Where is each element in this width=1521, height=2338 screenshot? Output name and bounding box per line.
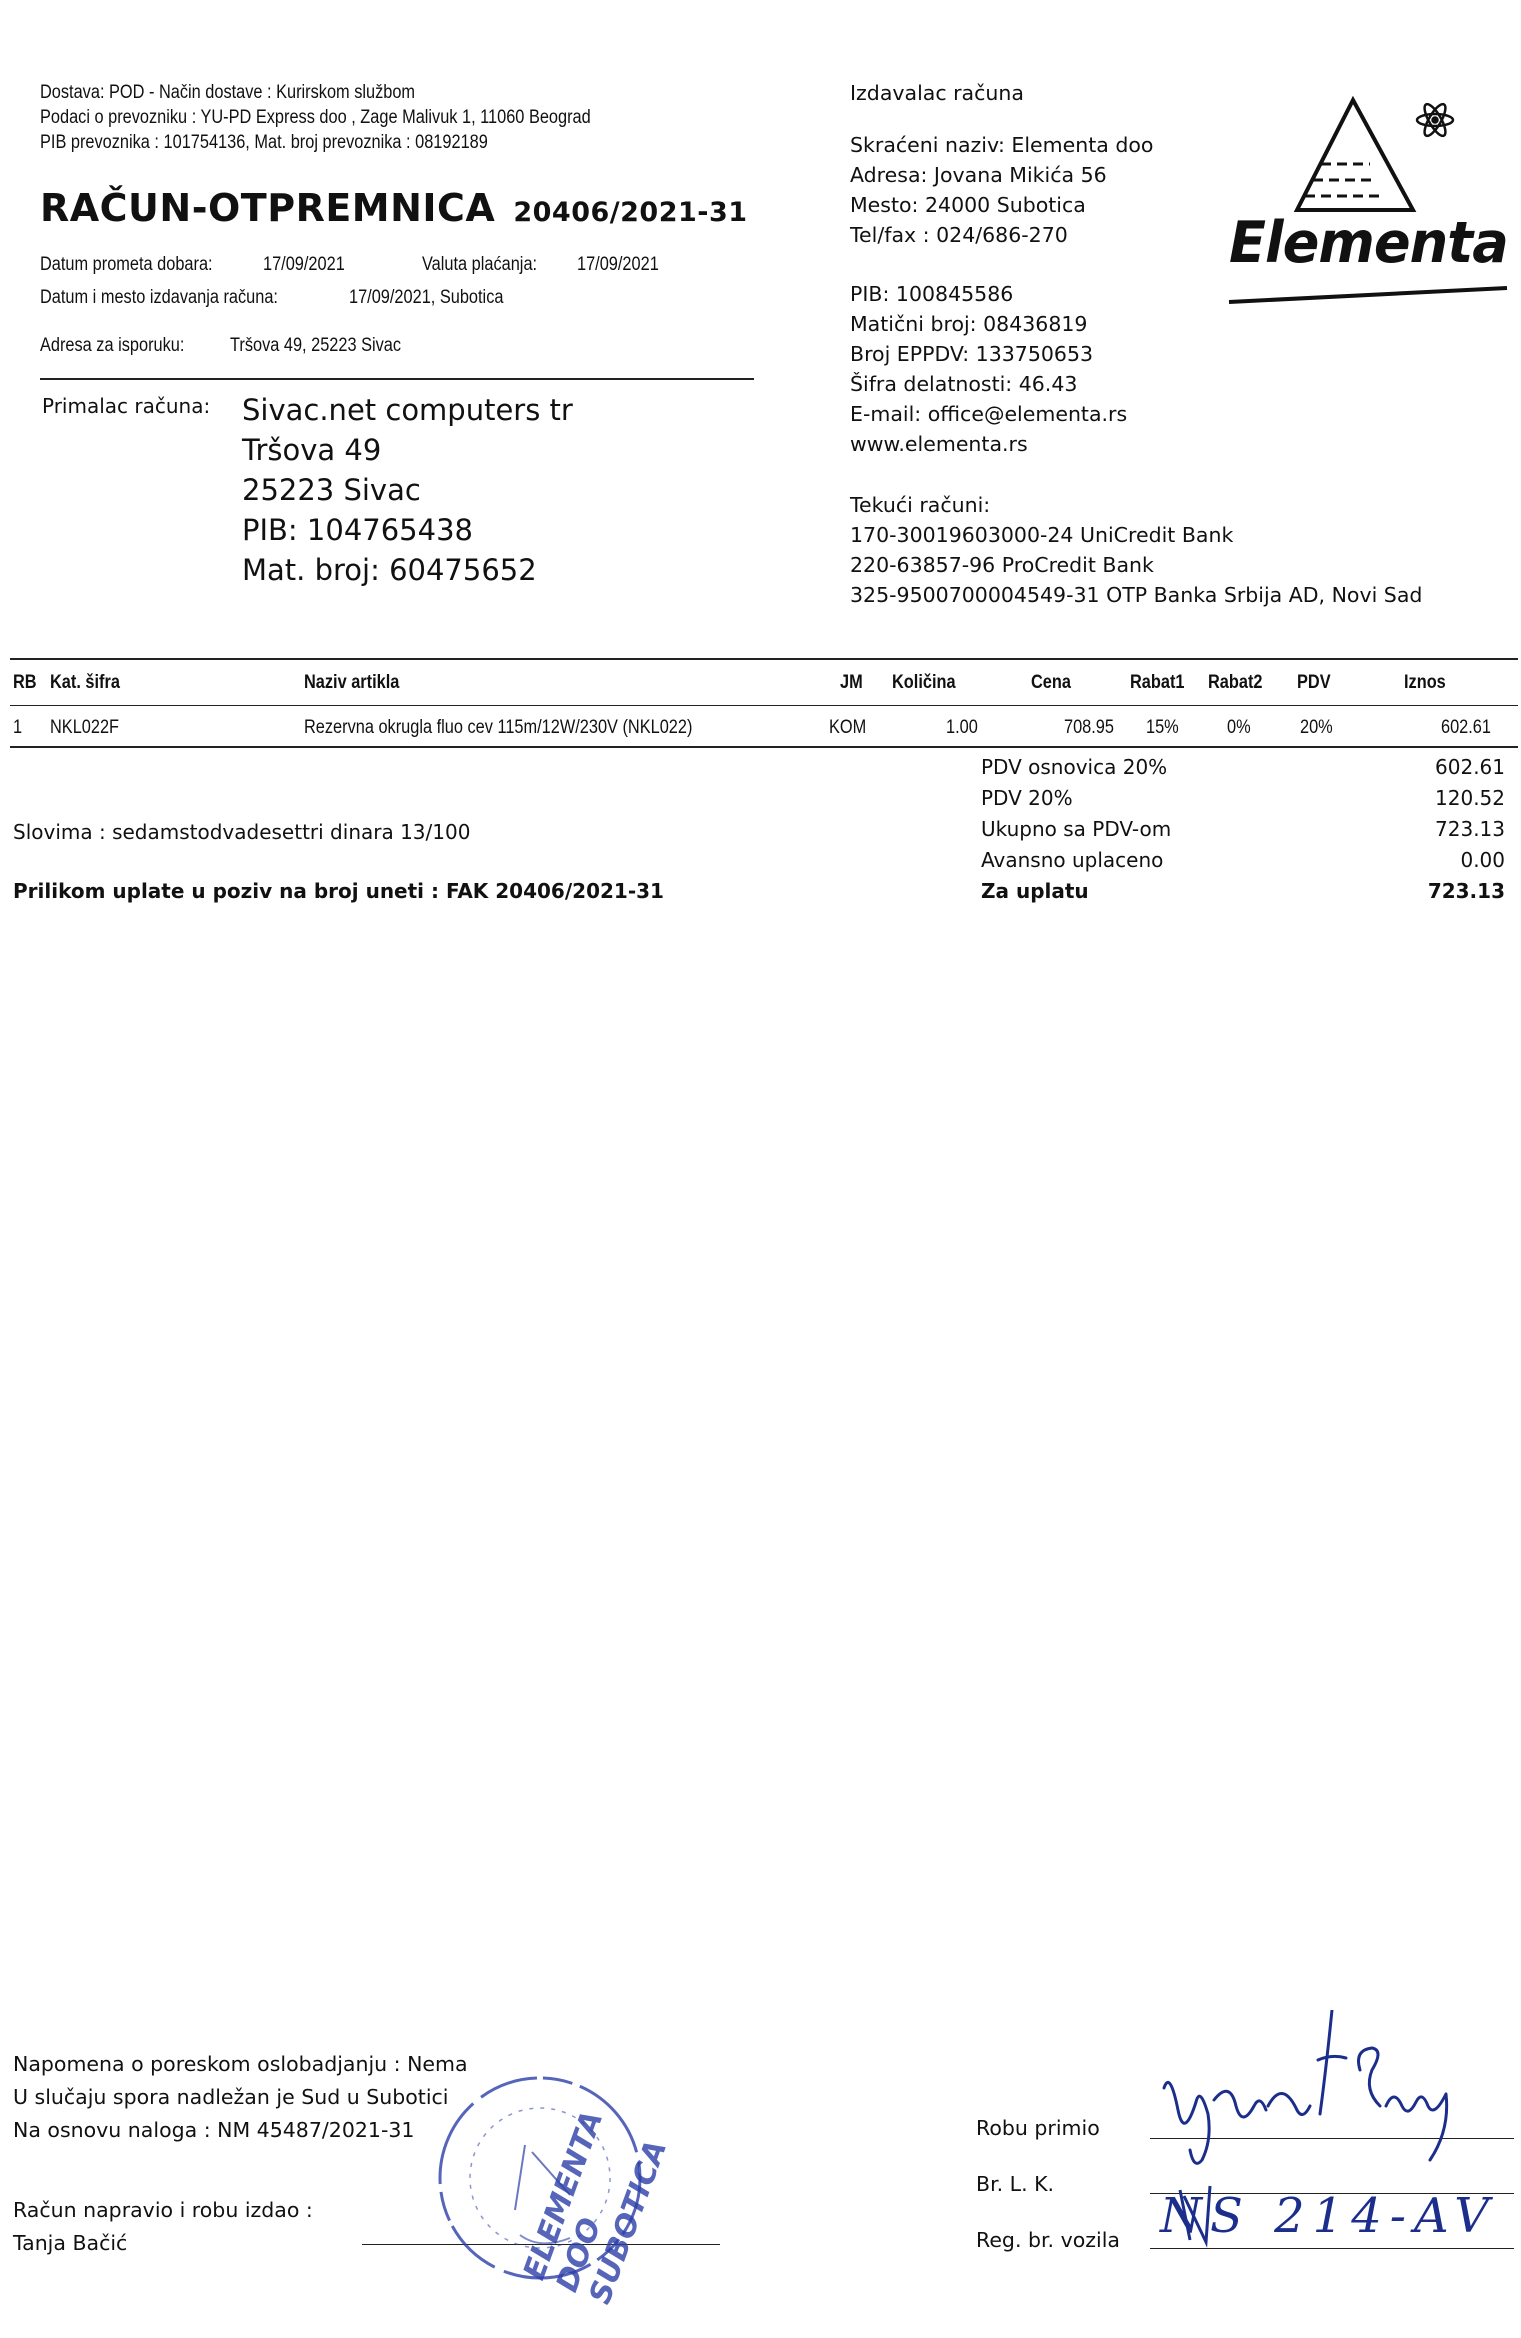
- document-number: 20406/2021-31: [513, 197, 748, 228]
- cell-name: Rezervna okrugla fluo cev 115m/12W/230V (NKL022): [304, 717, 693, 738]
- issued-by: [13, 2194, 313, 2260]
- col-name: Naziv artikla: [304, 672, 400, 693]
- trade-date: 17/09/2021: [263, 254, 345, 275]
- issuer-eppdv: Broj EPPDV: 133750653: [850, 342, 1094, 366]
- total-with-vat-value: 723.13: [1435, 817, 1505, 841]
- due-date-label: Valuta plaćanja:: [422, 254, 538, 275]
- table-header-rule: [10, 705, 1518, 706]
- payment-reference: Prilikom uplate u poziv na broj uneti : FAK 20406/2021-31: [13, 879, 664, 903]
- cell-sku: NKL022F: [50, 717, 120, 738]
- delivery-line-3: PIB prevoznika : 101754136, Mat. broj prevoznika : 08192189: [40, 132, 488, 153]
- logo-wordmark: Elementa: [1229, 210, 1508, 276]
- issued-by-name: Tanja Bačić: [13, 2231, 128, 2255]
- cell-amount: 602.61: [1441, 717, 1491, 738]
- issuer-mat: Matični broj: 08436819: [850, 312, 1088, 336]
- table-top-rule: [10, 658, 1518, 660]
- advance-label: Avansno uplaceno: [981, 848, 1164, 872]
- trade-date-label: Datum prometa dobara:: [40, 254, 213, 275]
- vat-value: 120.52: [1435, 786, 1505, 810]
- issue-label: Datum i mesto izdavanja računa:: [40, 287, 278, 308]
- col-vat: PDV: [1297, 672, 1331, 693]
- col-amount: Iznos: [1404, 672, 1446, 693]
- order-reference: Na osnovu naloga : NM 45487/2021-31: [13, 2118, 415, 2142]
- delivery-address: Tršova 49, 25223 Sivac: [230, 335, 402, 356]
- due-date: 17/09/2021: [577, 254, 659, 275]
- col-price: Cena: [1031, 672, 1071, 693]
- col-sku: Kat. šifra: [50, 672, 120, 693]
- footer-notes: [13, 2048, 468, 2147]
- col-discount1: Rabat1: [1130, 672, 1185, 693]
- issuer-email: E-mail: office@elementa.rs: [850, 402, 1128, 426]
- stamp-text: ELEMENTA DOO SUBOTICA: [516, 2106, 675, 2309]
- vat-base-label: PDV osnovica 20%: [981, 755, 1168, 779]
- col-qty: Količina: [892, 672, 956, 693]
- issuer-web: www.elementa.rs: [850, 432, 1028, 456]
- total-with-vat-label: Ukupno sa PDV-om: [981, 817, 1172, 841]
- table-bottom-rule: [10, 746, 1518, 748]
- issuer-activity: Šifra delatnosti: 46.43: [850, 372, 1078, 396]
- cell-qty: 1.00: [946, 717, 978, 738]
- col-discount2: Rabat2: [1208, 672, 1263, 693]
- issued-by-label: Račun napravio i robu izdao :: [13, 2198, 313, 2222]
- jurisdiction-note: U slučaju spora nadležan je Sud u Subotici: [13, 2085, 449, 2109]
- elementa-logo: [1225, 92, 1515, 307]
- cell-discount2: 0%: [1227, 717, 1251, 738]
- vehicle-handwritten: NS 214-AV: [1160, 2188, 1497, 2244]
- col-unit: JM: [840, 672, 863, 693]
- amount-due-label: Za uplatu: [981, 879, 1089, 903]
- issuer-city: Mesto: 24000 Subotica: [850, 193, 1086, 217]
- cell-discount1: 15%: [1146, 717, 1179, 738]
- recipient-label: Primalac računa:: [42, 394, 211, 418]
- document-title-text: RAČUN-OTPREMNICA: [40, 186, 496, 230]
- vat-label: PDV 20%: [981, 786, 1073, 810]
- vat-base-value: 602.61: [1435, 755, 1505, 779]
- amount-due-value: 723.13: [1427, 879, 1505, 903]
- issuer-phone: Tel/fax : 024/686-270: [850, 223, 1068, 247]
- delivery-line-1: Dostava: POD - Način dostave : Kurirskom službom: [40, 82, 416, 103]
- delivery-line-2: Podaci o prevozniku : YU-PD Express doo , Zage Malivuk 1, 11060 Beograd: [40, 107, 591, 128]
- issuer-short-name: Skraćeni naziv: Elementa doo: [850, 133, 1154, 157]
- col-rb: RB: [13, 672, 37, 693]
- tax-exemption-note: Napomena o poreskom oslobadjanju : Nema: [13, 2052, 468, 2076]
- account-2: 220-63857-96 ProCredit Bank: [850, 553, 1154, 577]
- company-stamp: [420, 2060, 675, 2309]
- recipient-block: [242, 390, 573, 590]
- cell-price: 708.95: [1064, 717, 1114, 738]
- amount-in-words: Slovima : sedamstodvadesettri dinara 13/100: [13, 820, 471, 844]
- account-3: 325-9500700004549-31 OTP Banka Srbija AD, Novi Sad: [850, 583, 1423, 607]
- id-card-label: Br. L. K.: [976, 2172, 1055, 2196]
- account-1: 170-30019603000-24 UniCredit Bank: [850, 523, 1234, 547]
- received-by-label: Robu primio: [976, 2116, 1100, 2140]
- issue-value: 17/09/2021, Subotica: [349, 287, 504, 308]
- recipient-street: Tršova 49: [242, 433, 382, 467]
- delivery-address-label: Adresa za isporuku:: [40, 335, 185, 356]
- vehicle-reg-label: Reg. br. vozila: [976, 2228, 1120, 2252]
- issuer-ids: [850, 279, 1127, 459]
- issuer-details: [850, 130, 1153, 250]
- totals-labels: [981, 752, 1211, 907]
- totals-values: [1340, 752, 1505, 907]
- cell-unit: KOM: [829, 717, 867, 738]
- cell-vat: 20%: [1300, 717, 1333, 738]
- issuer-accounts: [850, 490, 1422, 610]
- accounts-label: Tekući računi:: [850, 493, 991, 517]
- recipient-mat: Mat. broj: 60475652: [242, 553, 537, 587]
- issuer-pib: PIB: 100845586: [850, 282, 1014, 306]
- document-title: [40, 186, 748, 230]
- recipient-name: Sivac.net computers tr: [242, 393, 573, 427]
- header-divider: [40, 378, 754, 380]
- advance-value: 0.00: [1460, 848, 1505, 872]
- recipient-pib: PIB: 104765438: [242, 513, 473, 547]
- issuer-heading: Izdavalac računa: [850, 81, 1024, 105]
- cell-rb: 1: [13, 717, 23, 738]
- recipient-city: 25223 Sivac: [242, 473, 421, 507]
- issuer-address: Adresa: Jovana Mikića 56: [850, 163, 1107, 187]
